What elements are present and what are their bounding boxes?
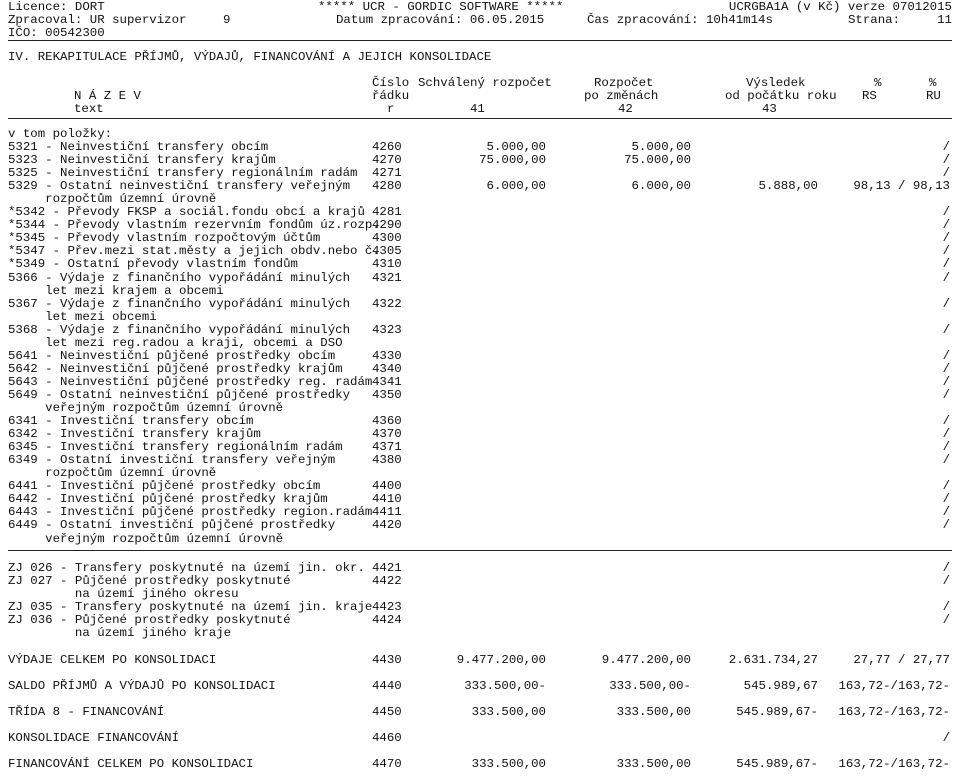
row-name: ZJ 036 - Půjčené prostředky poskytnuté — [8, 613, 291, 628]
row-result: 5.888,00 — [758, 179, 818, 194]
table-row — [0, 350, 960, 363]
table-row — [0, 441, 960, 454]
col-ru: RU — [926, 89, 941, 103]
row-line-number: 4410 — [372, 492, 402, 507]
row-name: *5344 - Převody vlastním rezervním fondům úz.rozp. — [8, 218, 380, 233]
row-percent: 98,13 / 98,13 — [853, 179, 950, 194]
row-percent: / — [942, 453, 950, 468]
row-name: FINANCOVÁNÍ CELKEM PO KONSOLIDACI — [8, 757, 254, 771]
row-name: 6449 - Ostatní investiční půjčené prostředky — [8, 518, 336, 533]
col-radku: řádku — [372, 89, 410, 103]
table-row — [0, 533, 960, 546]
table-row — [0, 324, 960, 337]
total-row — [0, 680, 960, 693]
header-rule — [8, 40, 952, 41]
row-percent: / — [942, 205, 950, 220]
row-name: 5641 - Neinvestiční půjčené prostředky obcím — [8, 348, 336, 363]
col-42: 42 — [618, 102, 633, 116]
row-percent: / — [942, 613, 950, 628]
row-name: 5642 - Neinvestiční půjčené prostředky krajům — [8, 361, 343, 376]
row-percent: / — [942, 518, 950, 533]
col-nazev: N Á Z E V — [74, 89, 141, 103]
col-r: r — [387, 102, 395, 116]
col-pct-1: % — [874, 76, 882, 90]
row-line-number: 4270 — [372, 153, 402, 168]
row-line-number: 4422 — [372, 574, 402, 589]
row-line-number: 4420 — [372, 518, 402, 533]
total-row — [0, 758, 960, 771]
row-name: KONSOLIDACE FINANCOVÁNÍ — [8, 731, 180, 745]
row-percent: / — [942, 731, 950, 745]
col-rs: RS — [862, 89, 877, 103]
table-row — [0, 258, 960, 271]
row-adjusted-budget: 6.000,00 — [631, 179, 691, 194]
row-line-number: 4400 — [372, 479, 402, 494]
col-vysledek: Výsledek — [746, 76, 806, 90]
row-line-number: 4430 — [372, 653, 402, 667]
row-name: rozpočtům územní úrovně — [8, 192, 217, 207]
row-percent: / — [942, 140, 950, 154]
table-row — [0, 376, 960, 389]
row-percent: / — [942, 427, 950, 442]
row-name: 6341 - Investiční transfery obcím — [8, 414, 254, 429]
row-line-number: 4411 — [372, 505, 402, 520]
table-row — [0, 193, 960, 206]
table-row — [0, 402, 960, 415]
row-line-number: 4460 — [372, 731, 402, 745]
row-percent: / — [942, 440, 950, 455]
table-row — [0, 454, 960, 467]
page-number: 11 — [937, 13, 952, 27]
col-rozpocet: Rozpočet — [594, 76, 654, 90]
row-line-number: 4440 — [372, 679, 402, 693]
row-percent: / — [942, 361, 950, 376]
header-line-3 — [0, 27, 960, 40]
row-percent: / — [942, 505, 950, 520]
row-line-number: 4310 — [372, 257, 402, 272]
table-row — [0, 363, 960, 376]
row-name: 6441 - Investiční půjčené prostředky obcím — [8, 479, 321, 494]
row-name: 6342 - Investiční transfery krajům — [8, 427, 261, 442]
row-percent: / — [942, 479, 950, 494]
table-row — [0, 480, 960, 493]
total-row — [0, 732, 960, 745]
table-row — [0, 493, 960, 506]
row-line-number: 4450 — [372, 705, 402, 719]
table-row — [0, 167, 960, 180]
row-result: 2.631.734,27 — [728, 653, 818, 667]
row-name: 5368 - Výdaje z finančního vypořádání minulých — [8, 322, 351, 337]
processing-time: Čas zpracování: 10h41m14s — [587, 13, 773, 27]
row-line-number: 4281 — [372, 205, 402, 220]
row-percent: / — [942, 166, 950, 181]
row-line-number: 4360 — [372, 414, 402, 429]
row-adjusted-budget: 9.477.200,00 — [601, 653, 691, 667]
row-percent: / — [942, 153, 950, 168]
table-row — [0, 428, 960, 441]
row-percent: / — [942, 270, 950, 285]
zj-row — [0, 614, 960, 627]
page-label: Strana: — [848, 13, 901, 27]
table-row — [0, 219, 960, 232]
row-name: 5325 - Neinvestiční transfery regionálním radám — [8, 166, 358, 181]
row-line-number: 4305 — [372, 244, 402, 259]
section-title-text: IV. REKAPITULACE PŘÍJMŮ, VÝDAJŮ, FINANCOVÁNÍ A JEJICH KONSOLIDACE — [8, 50, 492, 64]
row-adjusted-budget: 333.500,00 — [616, 705, 691, 719]
row-line-number: 4271 — [372, 166, 402, 181]
row-name: 5329 - Ostatní neinvestiční transfery veřejným — [8, 179, 351, 194]
table-row — [0, 245, 960, 258]
licence-text: Licence: DORT — [8, 0, 105, 14]
row-line-number: 4321 — [372, 270, 402, 285]
table-row — [0, 311, 960, 324]
row-name: ZJ 027 - Půjčené prostředky poskytnuté — [8, 574, 291, 589]
table-row — [0, 141, 960, 154]
row-line-number: 4371 — [372, 440, 402, 455]
row-name: VÝDAJE CELKEM PO KONSOLIDACI — [8, 653, 217, 667]
table-row — [0, 154, 960, 167]
row-name: rozpočtům územní úrovně — [8, 466, 217, 481]
detail-rule — [8, 550, 952, 551]
subheader-text: v tom položky: — [8, 127, 113, 141]
row-name: 6349 - Ostatní investiční transfery veřejným — [8, 453, 336, 468]
row-name: na území jiného okresu — [8, 587, 239, 602]
col-schvaleny: Schválený rozpočet — [418, 76, 552, 90]
row-line-number: 4341 — [372, 374, 402, 389]
row-name: SALDO PŘÍJMŮ A VÝDAJŮ PO KONSOLIDACI — [8, 679, 276, 693]
row-line-number: 4300 — [372, 231, 402, 246]
row-name: veřejným rozpočtům územní úrovně — [8, 401, 284, 415]
table-row — [0, 415, 960, 428]
processed-by: Zpracoval: UR supervizor — [8, 13, 187, 27]
processing-date: Datum zpracování: 06.05.2015 — [336, 13, 545, 27]
zj-row — [0, 627, 960, 640]
row-percent: / — [942, 257, 950, 272]
row-name: 5649 - Ostatní neinvestiční půjčené prostředky — [8, 387, 351, 402]
row-line-number: 4260 — [372, 140, 402, 154]
row-percent: / — [942, 561, 950, 575]
table-row — [0, 232, 960, 245]
col-cislo: Číslo — [372, 76, 410, 90]
row-line-number: 4323 — [372, 322, 402, 337]
row-result: 545.989,67- — [736, 705, 818, 719]
row-line-number: 4330 — [372, 348, 402, 363]
table-row — [0, 519, 960, 532]
row-approved-budget: 75.000,00 — [479, 153, 546, 168]
row-name: veřejným rozpočtům územní úrovně — [8, 531, 284, 546]
row-name: 5323 - Neinvestiční transfery krajům — [8, 153, 276, 168]
report-version: UCRGBA1A (v Kč) verze 07012015 — [728, 0, 952, 14]
row-percent: 163,72-/163,72- — [838, 757, 950, 771]
col-pct-2: % — [929, 76, 937, 90]
row-line-number: 4280 — [372, 179, 402, 194]
col-po-zmenach: po změnách — [584, 89, 659, 103]
row-line-number: 4423 — [372, 600, 402, 615]
table-row — [0, 337, 960, 350]
row-percent: / — [942, 387, 950, 402]
row-adjusted-budget: 5.000,00 — [631, 140, 691, 154]
row-line-number: 4290 — [372, 218, 402, 233]
row-name: 5366 - Výdaje z finančního vypořádání minulých — [8, 270, 351, 285]
table-row — [0, 506, 960, 519]
table-row — [0, 285, 960, 298]
total-row — [0, 706, 960, 719]
section-title — [0, 51, 960, 64]
row-name: let mezi krajem a obcemi — [8, 283, 224, 298]
row-name: TŘÍDA 8 - FINANCOVÁNÍ — [8, 705, 165, 719]
ico-text: IČO: 00542300 — [8, 26, 105, 40]
row-name: 6345 - Investiční transfery regionálním radám — [8, 440, 343, 455]
software-banner: ***** UCR - GORDIC SOFTWARE ***** — [318, 0, 564, 14]
row-name: *5342 - Převody FKSP a sociál.fondu obcí a krajů — [8, 205, 365, 220]
row-approved-budget: 333.500,00 — [471, 757, 546, 771]
table-row — [0, 389, 960, 402]
table-row — [0, 272, 960, 285]
row-name: *5349 - Ostatní převody vlastním fondům — [8, 257, 298, 272]
total-row — [0, 654, 960, 667]
row-line-number: 4421 — [372, 561, 402, 575]
table-row — [0, 206, 960, 219]
table-row — [0, 180, 960, 193]
row-name: ZJ 035 - Transfery poskytnuté na území jin. kraje — [8, 600, 373, 615]
table-row — [0, 298, 960, 311]
processed-by-num: 9 — [223, 13, 231, 27]
header-line-2 — [0, 14, 960, 27]
row-name: 5367 - Výdaje z finančního vypořádání minulých — [8, 296, 351, 311]
row-result: 545.989,67- — [736, 757, 818, 771]
row-approved-budget: 333.500,00 — [471, 705, 546, 719]
row-approved-budget: 9.477.200,00 — [456, 653, 546, 667]
row-line-number: 4424 — [372, 613, 402, 628]
col-od-pocatku: od počátku roku — [725, 89, 837, 103]
zj-row — [0, 562, 960, 575]
row-line-number: 4380 — [372, 453, 402, 468]
row-line-number: 4322 — [372, 296, 402, 311]
row-name: *5345 - Převody vlastním rozpočtovým účtům — [8, 231, 321, 246]
zj-row — [0, 601, 960, 614]
row-percent: / — [942, 322, 950, 337]
row-percent: / — [942, 600, 950, 615]
row-line-number: 4340 — [372, 361, 402, 376]
row-name: ZJ 026 - Transfery poskytnuté na území jin. okr. — [8, 561, 365, 575]
row-name: let mezi obcemi — [8, 309, 157, 324]
row-name: *5347 - Přev.mezi stat.městy a jejich obdv.nebo č. — [8, 244, 380, 259]
row-adjusted-budget: 75.000,00 — [624, 153, 691, 168]
row-percent: / — [942, 296, 950, 311]
row-name: na území jiného kraje — [8, 626, 232, 641]
column-header-row-3 — [0, 103, 960, 116]
row-percent: / — [942, 348, 950, 363]
row-result: 545.989,67 — [743, 679, 818, 693]
row-percent: / — [942, 218, 950, 233]
row-name: 6442 - Investiční půjčené prostředky krajům — [8, 492, 328, 507]
row-percent: / — [942, 374, 950, 389]
row-percent: / — [942, 231, 950, 246]
table-row — [0, 467, 960, 480]
row-line-number: 4370 — [372, 427, 402, 442]
row-name: 5321 - Neinvestiční transfery obcím — [8, 140, 269, 154]
row-percent: / — [942, 574, 950, 589]
row-percent: / — [942, 244, 950, 259]
column-header-rule — [8, 118, 952, 119]
row-approved-budget: 5.000,00 — [486, 140, 546, 154]
row-name: 5643 - Neinvestiční půjčené prostředky reg. radám — [8, 374, 373, 389]
row-name: let mezi reg.radou a kraji, obcemi a DSO — [8, 335, 343, 350]
col-41: 41 — [470, 102, 485, 116]
row-line-number: 4470 — [372, 757, 402, 771]
row-percent: / — [942, 414, 950, 429]
row-percent: 27,77 / 27,77 — [853, 653, 950, 667]
row-approved-budget: 333.500,00- — [464, 679, 546, 693]
row-percent: / — [942, 492, 950, 507]
zj-row — [0, 588, 960, 601]
row-adjusted-budget: 333.500,00 — [616, 757, 691, 771]
row-line-number: 4350 — [372, 387, 402, 402]
row-approved-budget: 6.000,00 — [486, 179, 546, 194]
row-percent: 163,72-/163,72- — [838, 705, 950, 719]
row-adjusted-budget: 333.500,00- — [609, 679, 691, 693]
row-name: 6443 - Investiční půjčené prostředky region.radám — [8, 505, 373, 520]
col-43: 43 — [762, 102, 777, 116]
col-text: text — [74, 102, 104, 116]
zj-row — [0, 575, 960, 588]
row-percent: 163,72-/163,72- — [838, 679, 950, 693]
